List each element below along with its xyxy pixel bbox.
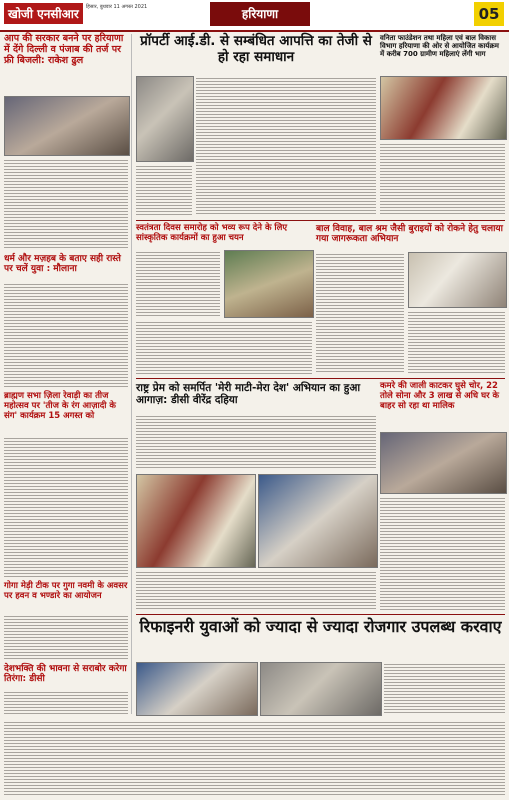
article-photo — [258, 474, 378, 568]
article-photo — [380, 432, 507, 494]
headline-brahmin-sabha: ब्राह्मण सभा ज़िला रेवाड़ी का तीज महोत्सव पर 'तीज के रंग आज़ादी के संग' कार्यक्रम 15 अगस्त को — [4, 391, 116, 421]
headline-vanita-foundation: वनिता फाउंडेशन तथा महिला एवं बाल विकास विभाग हरियाणा की ओर से आयोजित कार्यक्रम में करीब 700 ग्रामीण महिलाएं लेंगी भाग — [380, 34, 499, 59]
article-body — [380, 142, 505, 216]
article-body — [136, 250, 220, 316]
article-photo — [136, 76, 194, 162]
page-number: 05 — [474, 2, 504, 26]
separator — [136, 378, 505, 379]
article-body — [4, 720, 505, 796]
headline-child-marriage: बाल विवाह, बाल श्रम जैसी बुराइयों को रोकने हेतु चलाया गया जागरूकता अभियान — [316, 224, 503, 245]
article-body — [4, 614, 128, 660]
article-body — [4, 690, 128, 714]
article-photo — [408, 252, 507, 308]
article-photo — [260, 662, 382, 716]
article-body — [136, 320, 312, 374]
article-body — [384, 662, 505, 714]
article-body — [380, 496, 505, 610]
article-body — [136, 570, 376, 610]
section-title: हरियाणा — [210, 2, 310, 26]
separator — [136, 614, 505, 615]
article-body — [136, 164, 192, 216]
newspaper-logo: खोजी एनसीआर — [4, 3, 83, 24]
headline-goga-medi: गोगा मेड़ी टीक पर गुगा नवमी के अवसर पर हवन व भण्डारे का आयोजन — [4, 581, 128, 601]
headline-independence-day: स्वतंत्रता दिवस समारोह को भव्य रूप देने के लिए सांस्कृतिक कार्यक्रमों का हुआ चयन — [136, 223, 288, 243]
headline-meri-mati-mera-desh: राष्ट्र प्रेम को समर्पित 'मेरी माटी-मेरा देश' अभियान का हुआ आगाज़: डीसी वीरेंद्र दहिया — [136, 382, 361, 407]
article-photo — [4, 96, 130, 156]
article-body — [4, 282, 128, 388]
headline-refinery: रिफाइनरी युवाओं को ज्यादा से ज्यादा रोजगार उपलब्ध करवाए — [139, 617, 502, 636]
article-body — [4, 158, 128, 250]
article-photo — [136, 662, 258, 716]
article-body — [316, 252, 404, 374]
headline-property-id: प्रॉपर्टी आई.डी. से सम्बंधित आपत्ति का तेजी से हो रहा समाधान — [140, 33, 372, 65]
article-body — [196, 76, 376, 216]
headline-theft: कमरे की जाली काटकर घुसे चोर, 22 तोले सोना और 3 लाख से अधि घर के बाहर सो रहा था मालिक — [380, 381, 500, 411]
separator — [136, 220, 505, 221]
column-divider — [131, 34, 132, 714]
article-body — [4, 436, 128, 578]
article-photo — [380, 76, 507, 140]
headline-tiranga: देशभक्ति की भावना से सराबोर करेगा तिरंगा: डीसी — [4, 664, 127, 685]
headline-religion: धर्म और मज़हब के बताए सही रास्ते पर चलें युवा : मौलाना — [4, 254, 121, 275]
masthead — [0, 0, 509, 32]
article-photo — [136, 474, 256, 568]
article-body — [408, 310, 505, 374]
dateline: हिसार, बुधवार 11 अगस्त 2021 — [86, 4, 148, 10]
article-photo — [224, 250, 314, 318]
article-body — [136, 414, 376, 470]
headline-free-electricity: आप की सरकार बनने पर हरियाणा में देंगे दिल्ली व पंजाब की तर्ज पर फ्री बिजली: राकेश ढुल — [4, 33, 124, 66]
